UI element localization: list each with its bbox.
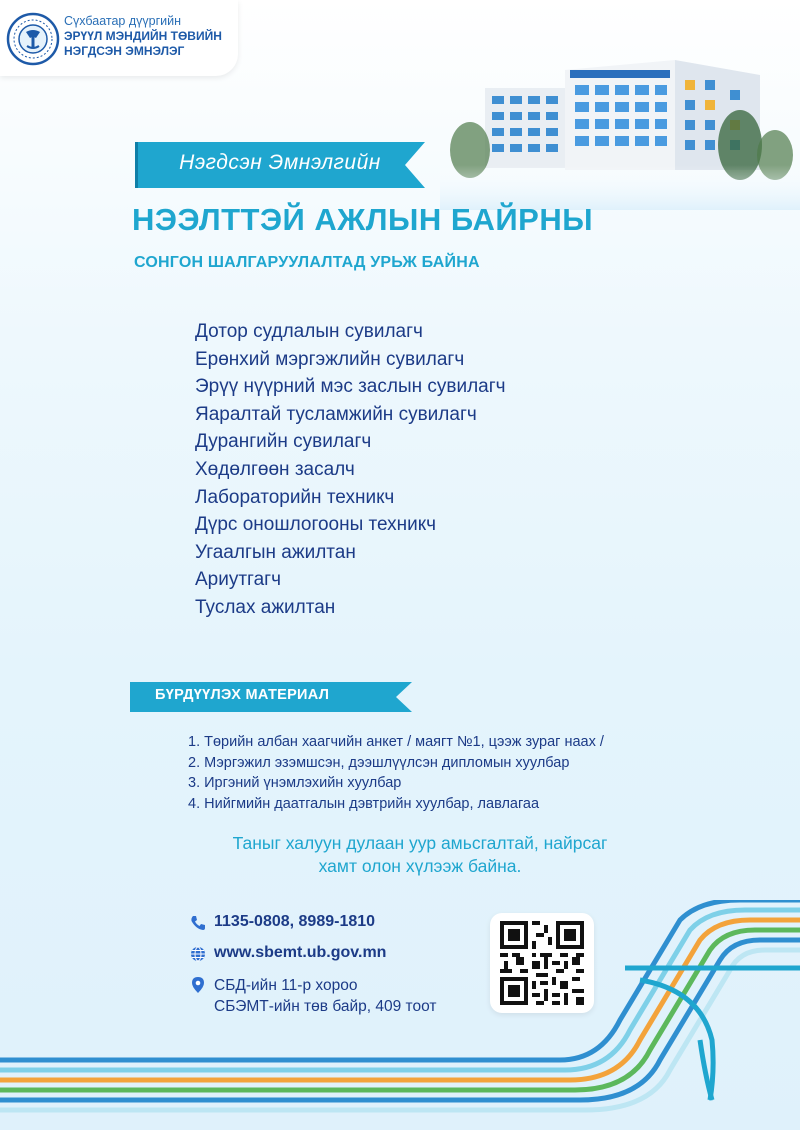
- welcome-message: [140, 832, 700, 878]
- welcome-line: хамт олон хүлээж байна.: [318, 856, 522, 876]
- qr-card: [490, 913, 594, 1013]
- phone-icon: [190, 915, 206, 931]
- logo-text: [64, 14, 222, 59]
- list-item: Дүрс оношлогооны техникч: [195, 514, 436, 536]
- list-item: Туслах ажилтан: [195, 596, 336, 618]
- address-line: СБЭМТ-ийн төв байр, 409 тоот: [214, 998, 437, 1015]
- list-item: Яаралтай тусламжийн сувилагч: [195, 403, 477, 425]
- list-item: Дурангийн сувилагч: [195, 431, 372, 453]
- list-item: Лабораторийн техникч: [195, 486, 395, 508]
- list-item: 2. Мэргэжил эзэмшсэн, дээшлүүлсэн дипломын хуулбар: [188, 754, 570, 771]
- website-link[interactable]: www.sbemt.ub.gov.mn: [214, 944, 387, 961]
- page-headline: НЭЭЛТТЭЙ АЖЛЫН БАЙРНЫ: [132, 202, 594, 237]
- list-item: Хөдөлгөөн засалч: [195, 458, 355, 480]
- list-item: Ариутгагч: [195, 569, 281, 591]
- list-item: 1. Төрийн албан хаагчийн анкет / маягт №1, цээж зураг наах /: [188, 734, 604, 750]
- hospital-emblem-icon: [6, 12, 60, 66]
- positions-list: [195, 318, 506, 622]
- list-item: Угаалгын ажилтан: [195, 541, 356, 563]
- list-item: Дотор судлалын сувилагч: [195, 321, 423, 342]
- materials-list: [188, 732, 604, 814]
- hospital-building-image: [440, 30, 800, 210]
- address-text: [214, 975, 436, 1017]
- address-line: СБД-ийн 11-р хороо: [214, 977, 358, 994]
- page-subheadline: СОНГОН ШАЛГАРУУЛАЛТАД УРЬЖ БАЙНА: [134, 254, 480, 271]
- logo-center: ЭРҮҮЛ МЭНДИЙН ТӨВИЙН: [64, 29, 222, 43]
- logo-district: Сүхбаатар дүүргийн: [64, 14, 182, 28]
- list-item: Ерөнхий мэргэжлийн сувилагч: [195, 348, 465, 370]
- logo-header: [0, 0, 238, 76]
- location-pin-icon: [190, 977, 206, 993]
- qr-code[interactable]: [500, 921, 584, 1005]
- list-item: Эрүү нүүрний мэс заслын сувилагч: [195, 376, 506, 398]
- globe-icon: [190, 946, 206, 962]
- materials-title: БҮРДҮҮЛЭХ МАТЕРИАЛ: [155, 687, 330, 703]
- welcome-line: Таныг халуун дулаан уур амьсгалтай, найрсаг: [232, 833, 608, 853]
- phone-number: 1135-0808, 8989-1810: [214, 913, 376, 930]
- list-item: 4. Нийгмийн даатгалын дэвтрийн хуулбар, лавлагаа: [188, 795, 540, 812]
- list-item: 3. Иргэний үнэмлэхийн хуулбар: [188, 775, 402, 791]
- logo-hospital: НЭГДСЭН ЭМНЭЛЭГ: [64, 44, 185, 58]
- ribbon-title: Нэгдсэн Эмнэлгийн: [179, 151, 381, 174]
